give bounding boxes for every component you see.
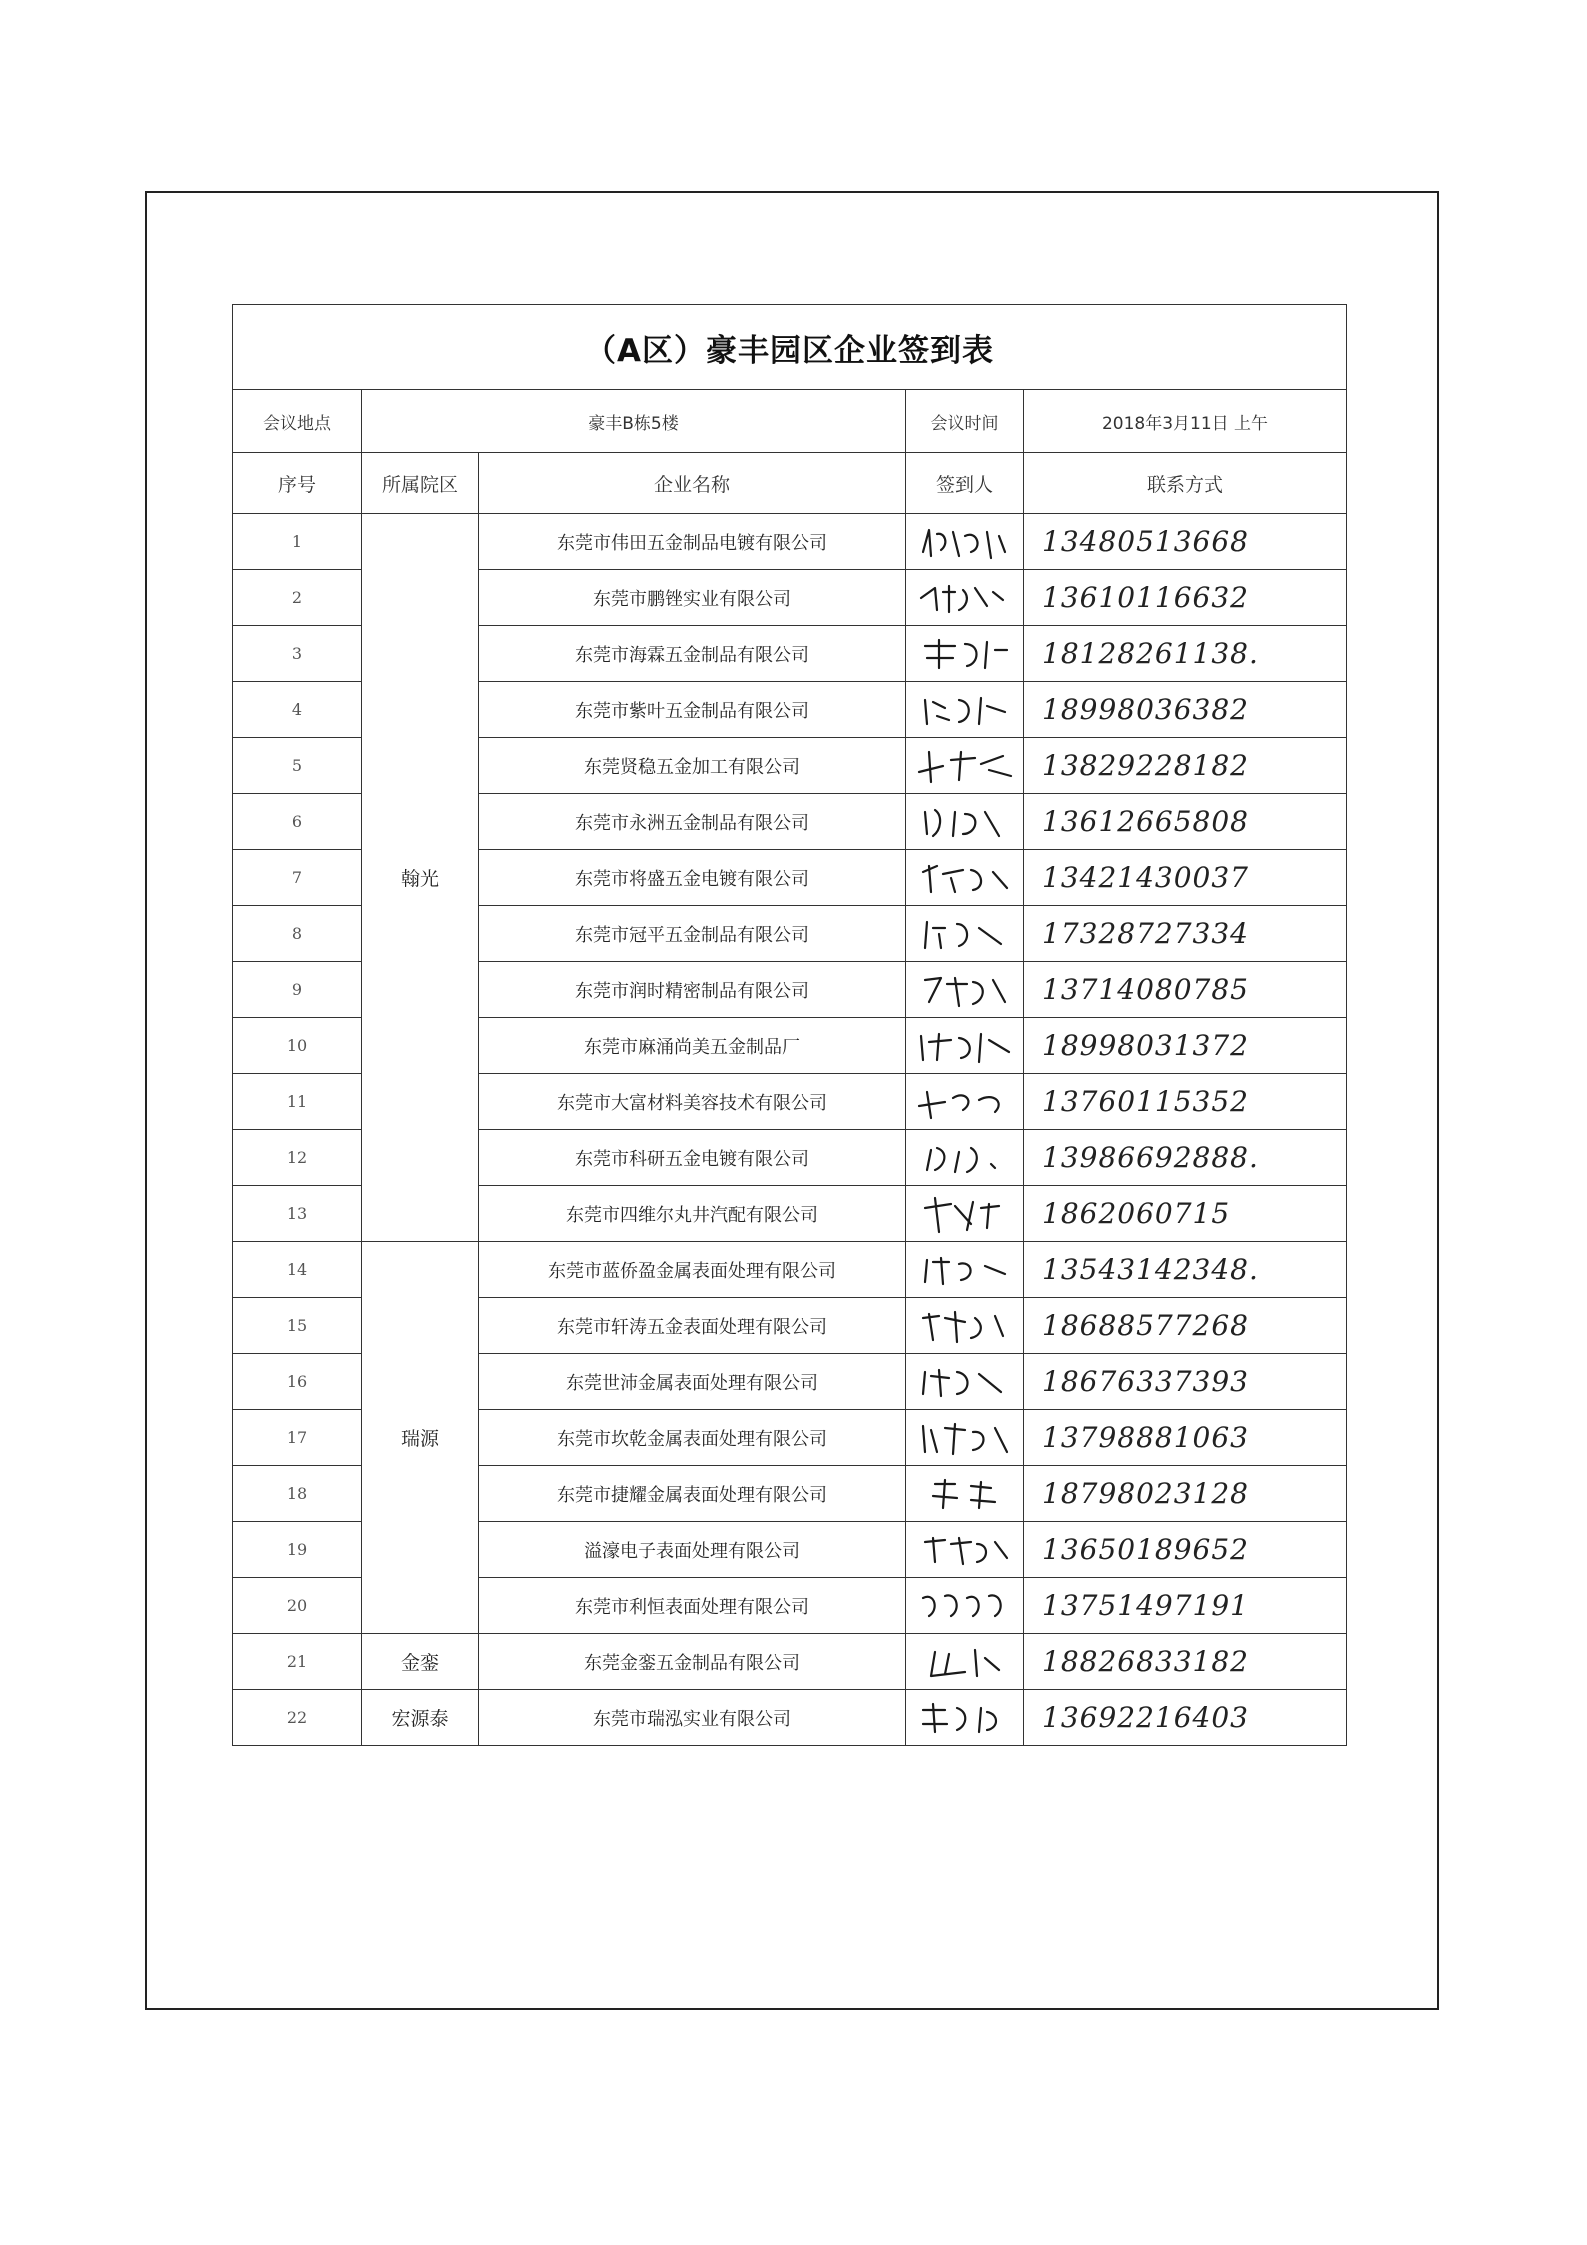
contact-phone: 13760115352 bbox=[1024, 1074, 1347, 1130]
signature-cell bbox=[906, 1410, 1024, 1466]
contact-phone: 13829228182 bbox=[1024, 738, 1347, 794]
signature-cell bbox=[906, 626, 1024, 682]
contact-phone: 18688577268 bbox=[1024, 1298, 1347, 1354]
contact-phone: 13612665808 bbox=[1024, 794, 1347, 850]
company-name: 东莞市麻涌尚美五金制品厂 bbox=[479, 1018, 906, 1074]
company-name: 东莞市捷耀金属表面处理有限公司 bbox=[479, 1466, 906, 1522]
row-seq: 14 bbox=[233, 1242, 362, 1298]
row-seq: 12 bbox=[233, 1130, 362, 1186]
signature-cell bbox=[906, 962, 1024, 1018]
signature-cell bbox=[906, 682, 1024, 738]
company-name: 东莞市冠平五金制品有限公司 bbox=[479, 906, 906, 962]
signature-cell bbox=[906, 1242, 1024, 1298]
contact-phone: 13714080785 bbox=[1024, 962, 1347, 1018]
contact-phone: 18998031372 bbox=[1024, 1018, 1347, 1074]
company-name: 东莞市轩涛五金表面处理有限公司 bbox=[479, 1298, 906, 1354]
signature-cell bbox=[906, 906, 1024, 962]
company-name: 东莞市大富材料美容技术有限公司 bbox=[479, 1074, 906, 1130]
row-seq: 10 bbox=[233, 1018, 362, 1074]
handwritten-signature bbox=[915, 690, 1015, 730]
signature-cell bbox=[906, 1298, 1024, 1354]
contact-phone: 18676337393 bbox=[1024, 1354, 1347, 1410]
signature-cell bbox=[906, 1018, 1024, 1074]
row-seq: 19 bbox=[233, 1522, 362, 1578]
signature-cell bbox=[906, 1634, 1024, 1690]
table-row bbox=[233, 514, 1347, 570]
row-seq: 11 bbox=[233, 1074, 362, 1130]
handwritten-signature bbox=[915, 1026, 1015, 1066]
handwritten-signature bbox=[915, 1474, 1015, 1514]
handwritten-signature bbox=[915, 1250, 1015, 1290]
handwritten-signature bbox=[915, 578, 1015, 618]
sheet-title: （A区）豪丰园区企业签到表 bbox=[233, 305, 1347, 390]
handwritten-signature bbox=[915, 970, 1015, 1010]
contact-phone: 1862060715 bbox=[1024, 1186, 1347, 1242]
company-name: 东莞市蓝侨盈金属表面处理有限公司 bbox=[479, 1242, 906, 1298]
company-name: 东莞市海霖五金制品有限公司 bbox=[479, 626, 906, 682]
row-seq: 15 bbox=[233, 1298, 362, 1354]
signature-cell bbox=[906, 1186, 1024, 1242]
row-seq: 21 bbox=[233, 1634, 362, 1690]
contact-phone: 18798023128 bbox=[1024, 1466, 1347, 1522]
row-seq: 8 bbox=[233, 906, 362, 962]
company-name: 东莞贤稳五金加工有限公司 bbox=[479, 738, 906, 794]
area-cell: 翰光 bbox=[362, 514, 479, 1242]
signature-cell bbox=[906, 514, 1024, 570]
signature-cell bbox=[906, 1578, 1024, 1634]
handwritten-signature bbox=[915, 1698, 1015, 1738]
handwritten-signature bbox=[915, 858, 1015, 898]
signature-cell bbox=[906, 738, 1024, 794]
row-seq: 4 bbox=[233, 682, 362, 738]
row-seq: 13 bbox=[233, 1186, 362, 1242]
contact-phone: 18826833182 bbox=[1024, 1634, 1347, 1690]
row-seq: 20 bbox=[233, 1578, 362, 1634]
company-name: 东莞市永洲五金制品有限公司 bbox=[479, 794, 906, 850]
contact-phone: 13986692888. bbox=[1024, 1130, 1347, 1186]
header-seq: 序号 bbox=[233, 453, 362, 514]
table-row bbox=[233, 1690, 1347, 1746]
header-signer: 签到人 bbox=[906, 453, 1024, 514]
company-name: 东莞市将盛五金电镀有限公司 bbox=[479, 850, 906, 906]
handwritten-signature bbox=[915, 522, 1015, 562]
contact-phone: 13650189652 bbox=[1024, 1522, 1347, 1578]
handwritten-signature bbox=[915, 1138, 1015, 1178]
header-company: 企业名称 bbox=[479, 453, 906, 514]
handwritten-signature bbox=[915, 1194, 1015, 1234]
contact-phone: 13543142348. bbox=[1024, 1242, 1347, 1298]
row-seq: 16 bbox=[233, 1354, 362, 1410]
row-seq: 3 bbox=[233, 626, 362, 682]
company-name: 东莞市利恒表面处理有限公司 bbox=[479, 1578, 906, 1634]
company-name: 东莞市科研五金电镀有限公司 bbox=[479, 1130, 906, 1186]
row-seq: 22 bbox=[233, 1690, 362, 1746]
contact-phone: 13610116632 bbox=[1024, 570, 1347, 626]
handwritten-signature bbox=[915, 802, 1015, 842]
signature-cell bbox=[906, 570, 1024, 626]
contact-phone: 17328727334 bbox=[1024, 906, 1347, 962]
company-name: 东莞市润时精密制品有限公司 bbox=[479, 962, 906, 1018]
location-value: 豪丰B栋5楼 bbox=[362, 390, 906, 453]
table-row bbox=[233, 1634, 1347, 1690]
handwritten-signature bbox=[915, 746, 1015, 786]
signature-cell bbox=[906, 1522, 1024, 1578]
header-contact: 联系方式 bbox=[1024, 453, 1347, 514]
sign-in-sheet bbox=[232, 304, 1346, 1746]
company-name: 东莞市四维尔丸井汽配有限公司 bbox=[479, 1186, 906, 1242]
signature-cell bbox=[906, 1130, 1024, 1186]
area-cell: 瑞源 bbox=[362, 1242, 479, 1634]
handwritten-signature bbox=[915, 914, 1015, 954]
handwritten-signature bbox=[915, 1530, 1015, 1570]
handwritten-signature bbox=[915, 1642, 1015, 1682]
contact-phone: 13421430037 bbox=[1024, 850, 1347, 906]
contact-phone: 13751497191 bbox=[1024, 1578, 1347, 1634]
sign-in-table bbox=[232, 304, 1347, 1746]
company-name: 溢濠电子表面处理有限公司 bbox=[479, 1522, 906, 1578]
signature-cell bbox=[906, 850, 1024, 906]
area-cell: 宏源泰 bbox=[362, 1690, 479, 1746]
company-name: 东莞市伟田五金制品电镀有限公司 bbox=[479, 514, 906, 570]
handwritten-signature bbox=[915, 1362, 1015, 1402]
signature-cell bbox=[906, 1354, 1024, 1410]
handwritten-signature bbox=[915, 1082, 1015, 1122]
signature-cell bbox=[906, 1466, 1024, 1522]
row-seq: 5 bbox=[233, 738, 362, 794]
location-label: 会议地点 bbox=[233, 390, 362, 453]
row-seq: 6 bbox=[233, 794, 362, 850]
contact-phone: 13480513668 bbox=[1024, 514, 1347, 570]
time-label: 会议时间 bbox=[906, 390, 1024, 453]
contact-phone: 18128261138. bbox=[1024, 626, 1347, 682]
contact-phone: 18998036382 bbox=[1024, 682, 1347, 738]
signature-cell bbox=[906, 794, 1024, 850]
area-cell: 金銮 bbox=[362, 1634, 479, 1690]
row-seq: 1 bbox=[233, 514, 362, 570]
row-seq: 17 bbox=[233, 1410, 362, 1466]
row-seq: 7 bbox=[233, 850, 362, 906]
row-seq: 2 bbox=[233, 570, 362, 626]
row-seq: 9 bbox=[233, 962, 362, 1018]
company-name: 东莞市坎乾金属表面处理有限公司 bbox=[479, 1410, 906, 1466]
contact-phone: 13798881063 bbox=[1024, 1410, 1347, 1466]
handwritten-signature bbox=[915, 1418, 1015, 1458]
signature-cell bbox=[906, 1074, 1024, 1130]
company-name: 东莞金銮五金制品有限公司 bbox=[479, 1634, 906, 1690]
handwritten-signature bbox=[915, 1306, 1015, 1346]
company-name: 东莞市瑞泓实业有限公司 bbox=[479, 1690, 906, 1746]
handwritten-signature bbox=[915, 1586, 1015, 1626]
company-name: 东莞市鹏锉实业有限公司 bbox=[479, 570, 906, 626]
row-seq: 18 bbox=[233, 1466, 362, 1522]
signature-cell bbox=[906, 1690, 1024, 1746]
contact-phone: 13692216403 bbox=[1024, 1690, 1347, 1746]
company-name: 东莞世沛金属表面处理有限公司 bbox=[479, 1354, 906, 1410]
company-name: 东莞市紫叶五金制品有限公司 bbox=[479, 682, 906, 738]
header-area: 所属院区 bbox=[362, 453, 479, 514]
table-row bbox=[233, 1242, 1347, 1298]
handwritten-signature bbox=[915, 634, 1015, 674]
time-value: 2018年3月11日 上午 bbox=[1024, 390, 1347, 453]
